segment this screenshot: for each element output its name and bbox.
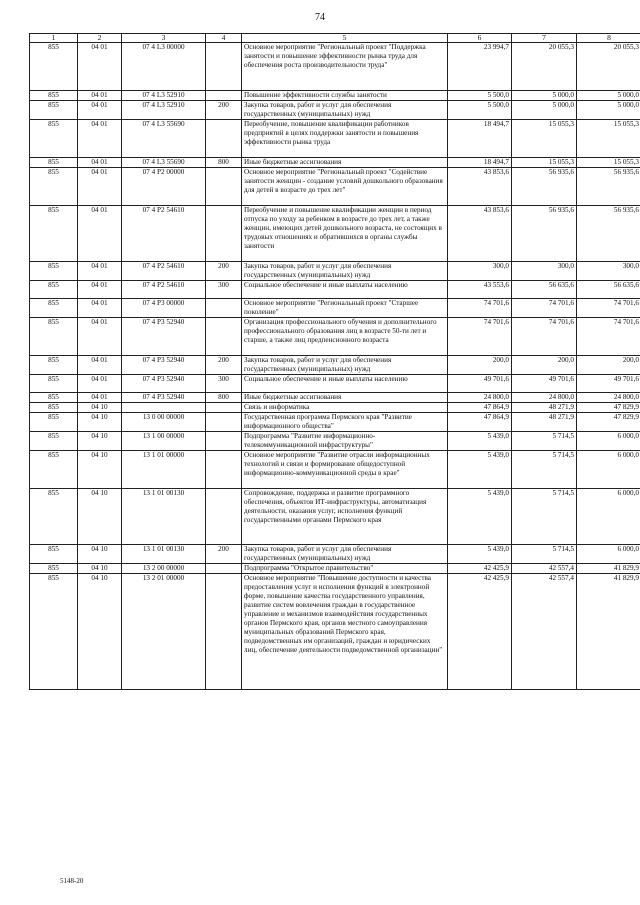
section-code-cell: 04 01: [78, 356, 122, 375]
amount-cell: 5 714,5: [512, 489, 577, 545]
target-article-cell: 07 4 L3 55690: [122, 158, 206, 168]
amount-cell: 15 055,3: [512, 120, 577, 158]
description-cell: Закупка товаров, работ и услуг для обеспечения государственных (муниципальных) нужд: [242, 101, 448, 120]
expense-type-cell: [206, 318, 242, 356]
amount-cell: 6 000,0: [577, 451, 640, 489]
expense-type-cell: [206, 574, 242, 690]
description-cell: Переобучение и повышение квалификации женщин в период отпуска по уходу за ребенком в возрасте до трех лет, а также женщин, имеющих детей дошкольного возраста, не состоящих в трудовых отношениях и обратившихся в органы службы занятости: [242, 206, 448, 262]
table-row: [30, 120, 640, 158]
amount-cell: 43 853,6: [448, 168, 512, 206]
amount-cell: 23 994,7: [448, 43, 512, 91]
target-article-cell: 13 1 01 00130: [122, 489, 206, 545]
expense-type-cell: [206, 413, 242, 432]
amount-cell: 18 494,7: [448, 158, 512, 168]
table-row: [30, 403, 640, 413]
admin-code-cell: 855: [30, 403, 78, 413]
table-row: [30, 489, 640, 545]
amount-cell: 42 557,4: [512, 564, 577, 574]
section-code-cell: 04 01: [78, 101, 122, 120]
amount-cell: 15 055,3: [577, 158, 640, 168]
amount-cell: 5 000,0: [512, 101, 577, 120]
target-article-cell: 07 4 P3 52940: [122, 356, 206, 375]
admin-code-cell: 855: [30, 574, 78, 690]
table-row: [30, 356, 640, 375]
description-cell: Связь и информатика: [242, 403, 448, 413]
target-article-cell: 07 4 L3 52910: [122, 91, 206, 101]
description-cell: Подпрограмма "Открытое правительство": [242, 564, 448, 574]
amount-cell: 15 055,3: [512, 158, 577, 168]
amount-cell: 48 271,9: [512, 403, 577, 413]
amount-cell: 47 864,9: [448, 413, 512, 432]
table-row: [30, 413, 640, 432]
expense-type-cell: [206, 403, 242, 413]
amount-cell: 200,0: [512, 356, 577, 375]
amount-cell: 5 439,0: [448, 432, 512, 451]
admin-code-cell: 855: [30, 413, 78, 432]
amount-cell: 5 439,0: [448, 489, 512, 545]
admin-code-cell: 855: [30, 451, 78, 489]
amount-cell: 18 494,7: [448, 120, 512, 158]
admin-code-cell: 855: [30, 101, 78, 120]
target-article-cell: 13 2 00 00000: [122, 564, 206, 574]
admin-code-cell: 855: [30, 489, 78, 545]
target-article-cell: 13 1 01 00000: [122, 451, 206, 489]
section-code-cell: 04 01: [78, 281, 122, 299]
amount-cell: 5 714,5: [512, 545, 577, 564]
admin-code-cell: 855: [30, 120, 78, 158]
expense-type-cell: [206, 564, 242, 574]
column-header: 3: [122, 34, 206, 43]
section-code-cell: 04 01: [78, 393, 122, 403]
section-code-cell: 04 01: [78, 206, 122, 262]
admin-code-cell: 855: [30, 158, 78, 168]
target-article-cell: 13 1 00 00000: [122, 432, 206, 451]
target-article-cell: 13 2 01 00000: [122, 574, 206, 690]
amount-cell: 6 000,0: [577, 432, 640, 451]
expense-type-cell: [206, 299, 242, 318]
table-row: [30, 393, 640, 403]
amount-cell: 74 701,6: [512, 318, 577, 356]
admin-code-cell: 855: [30, 356, 78, 375]
amount-cell: 20 055,3: [577, 43, 640, 91]
table-row: [30, 158, 640, 168]
amount-cell: 24 800,0: [448, 393, 512, 403]
target-article-cell: 07 4 L3 55690: [122, 120, 206, 158]
table-row: [30, 432, 640, 451]
target-article-cell: 13 1 01 00130: [122, 545, 206, 564]
target-article-cell: 13 0 00 00000: [122, 413, 206, 432]
section-code-cell: 04 01: [78, 318, 122, 356]
column-header: 6: [448, 34, 512, 43]
expense-type-cell: [206, 451, 242, 489]
table-row: [30, 43, 640, 91]
section-code-cell: 04 01: [78, 299, 122, 318]
amount-cell: 74 701,6: [448, 318, 512, 356]
table-row: [30, 168, 640, 206]
section-code-cell: 04 01: [78, 91, 122, 101]
amount-cell: 74 701,6: [512, 299, 577, 318]
amount-cell: 43 553,6: [448, 281, 512, 299]
column-header: 8: [577, 34, 640, 43]
amount-cell: 49 701,6: [512, 375, 577, 393]
amount-cell: 5 000,0: [577, 101, 640, 120]
section-code-cell: 04 01: [78, 375, 122, 393]
amount-cell: 49 701,6: [577, 375, 640, 393]
table-row: [30, 262, 640, 281]
admin-code-cell: 855: [30, 91, 78, 101]
column-header: 2: [78, 34, 122, 43]
admin-code-cell: 855: [30, 206, 78, 262]
admin-code-cell: 855: [30, 262, 78, 281]
table-row: [30, 281, 640, 299]
expense-type-cell: 200: [206, 101, 242, 120]
amount-cell: 41 829,9: [577, 574, 640, 690]
target-article-cell: 07 4 L3 00000: [122, 43, 206, 91]
table-row: [30, 375, 640, 393]
admin-code-cell: 855: [30, 43, 78, 91]
section-code-cell: 04 01: [78, 43, 122, 91]
section-code-cell: 04 10: [78, 451, 122, 489]
description-cell: Основное мероприятие "Региональный проект "Старшее поколение": [242, 299, 448, 318]
column-header: 1: [30, 34, 78, 43]
section-code-cell: 04 10: [78, 545, 122, 564]
budget-table: [29, 33, 640, 690]
amount-cell: 6 000,0: [577, 489, 640, 545]
description-cell: Сопровождение, поддержка и развитие программного обеспечения, объектов ИТ-инфраструктуры, автоматизация деятельности, оказания услуг, исполнения функций государственными органами Пермского края: [242, 489, 448, 545]
table-row: [30, 101, 640, 120]
description-cell: Основное мероприятие "Развитие отрасли информационных технологий и связи и формирование общедоступной информационно-коммуникационной среды в крае": [242, 451, 448, 489]
amount-cell: 48 271,9: [512, 413, 577, 432]
amount-cell: 5 000,0: [512, 91, 577, 101]
target-article-cell: 07 4 L3 52910: [122, 101, 206, 120]
section-code-cell: 04 01: [78, 158, 122, 168]
description-cell: Иные бюджетные ассигнования: [242, 393, 448, 403]
description-cell: Закупка товаров, работ и услуг для обеспечения государственных (муниципальных) нужд: [242, 262, 448, 281]
section-code-cell: 04 01: [78, 120, 122, 158]
amount-cell: 49 701,6: [448, 375, 512, 393]
expense-type-cell: [206, 168, 242, 206]
amount-cell: 43 853,6: [448, 206, 512, 262]
admin-code-cell: 855: [30, 564, 78, 574]
section-code-cell: 04 10: [78, 432, 122, 451]
target-article-cell: 07 4 P3 52940: [122, 393, 206, 403]
description-cell: Закупка товаров, работ и услуг для обеспечения государственных (муниципальных) нужд: [242, 545, 448, 564]
amount-cell: 42 425,9: [448, 564, 512, 574]
admin-code-cell: 855: [30, 545, 78, 564]
expense-type-cell: [206, 432, 242, 451]
amount-cell: 5 500,0: [448, 91, 512, 101]
table-row: [30, 574, 640, 690]
document-code: 5148-20: [60, 877, 84, 885]
table-row: [30, 318, 640, 356]
expense-type-cell: 300: [206, 281, 242, 299]
description-cell: Переобучение, повышение квалификации работников предприятий в целях поддержки занятости и повышения эффективности рынка труда: [242, 120, 448, 158]
amount-cell: 300,0: [577, 262, 640, 281]
section-code-cell: 04 10: [78, 489, 122, 545]
amount-cell: 56 935,6: [577, 168, 640, 206]
description-cell: Основное мероприятие "Повышение доступности и качества предоставления услуг и исполнения функций в электронной форме, повышение качества государственного управления, развитие систем вовлечения граждан в государственное управление и механизмов взаимодействия государственных органов Пермского края, органов местного самоуправления муниципальных образований Пермского края, подведомственных им организаций, граждан и юридических лиц, обеспечение деятельности подведомственной организации": [242, 574, 448, 690]
amount-cell: 6 000,0: [577, 545, 640, 564]
amount-cell: 200,0: [448, 356, 512, 375]
amount-cell: 20 055,3: [512, 43, 577, 91]
target-article-cell: 07 4 P3 52940: [122, 375, 206, 393]
amount-cell: 74 701,6: [448, 299, 512, 318]
table-body: [30, 34, 640, 690]
admin-code-cell: 855: [30, 375, 78, 393]
column-header: 5: [242, 34, 448, 43]
amount-cell: 56 635,6: [512, 281, 577, 299]
amount-cell: 24 800,0: [512, 393, 577, 403]
expense-type-cell: 800: [206, 393, 242, 403]
table-row: [30, 91, 640, 101]
description-cell: Основное мероприятие "Региональный проект "Содействие занятости женщин - создание условий дошкольного образования для детей в возрасте до трех лет": [242, 168, 448, 206]
expense-type-cell: [206, 206, 242, 262]
header-row: [30, 34, 640, 43]
expense-type-cell: 200: [206, 545, 242, 564]
admin-code-cell: 855: [30, 393, 78, 403]
amount-cell: 300,0: [448, 262, 512, 281]
description-cell: Подпрограмма "Развитие информационно-телекоммуникационной инфраструктуры": [242, 432, 448, 451]
target-article-cell: [122, 403, 206, 413]
expense-type-cell: 800: [206, 158, 242, 168]
section-code-cell: 04 10: [78, 403, 122, 413]
amount-cell: 5 500,0: [448, 101, 512, 120]
amount-cell: 15 055,3: [577, 120, 640, 158]
amount-cell: 42 557,4: [512, 574, 577, 690]
amount-cell: 74 701,6: [577, 318, 640, 356]
amount-cell: 47 864,9: [448, 403, 512, 413]
amount-cell: 56 935,6: [512, 168, 577, 206]
target-article-cell: 07 4 P2 54610: [122, 281, 206, 299]
table-row: [30, 451, 640, 489]
admin-code-cell: 855: [30, 281, 78, 299]
amount-cell: 56 635,6: [577, 281, 640, 299]
description-cell: Иные бюджетные ассигнования: [242, 158, 448, 168]
expense-type-cell: 300: [206, 375, 242, 393]
target-article-cell: 07 4 P2 00000: [122, 168, 206, 206]
amount-cell: 5 714,5: [512, 451, 577, 489]
description-cell: Повышение эффективности службы занятости: [242, 91, 448, 101]
target-article-cell: 07 4 P2 54610: [122, 206, 206, 262]
amount-cell: 47 829,9: [577, 403, 640, 413]
description-cell: Государственная программа Пермского края "Развитие информационного общества": [242, 413, 448, 432]
expense-type-cell: [206, 91, 242, 101]
amount-cell: 5 439,0: [448, 545, 512, 564]
expense-type-cell: [206, 43, 242, 91]
amount-cell: 24 800,0: [577, 393, 640, 403]
page-number: 74: [315, 12, 325, 23]
amount-cell: 47 829,9: [577, 413, 640, 432]
expense-type-cell: 200: [206, 356, 242, 375]
table-row: [30, 545, 640, 564]
amount-cell: 41 829,9: [577, 564, 640, 574]
table-row: [30, 564, 640, 574]
amount-cell: 5 000,0: [577, 91, 640, 101]
amount-cell: 300,0: [512, 262, 577, 281]
amount-cell: 5 439,0: [448, 451, 512, 489]
expense-type-cell: [206, 120, 242, 158]
description-cell: Основное мероприятие "Региональный проект "Поддержка занятости и повышение эффективности рынка труда для обеспечения роста производительности труда": [242, 43, 448, 91]
description-cell: Социальное обеспечение и иные выплаты населению: [242, 281, 448, 299]
table-row: [30, 206, 640, 262]
amount-cell: 42 425,9: [448, 574, 512, 690]
description-cell: Организация профессионального обучения и дополнительного профессионального образования лиц в возрасте 50-ти лет и старше, а также лиц предпенсионного возраста: [242, 318, 448, 356]
column-header: 4: [206, 34, 242, 43]
section-code-cell: 04 01: [78, 262, 122, 281]
target-article-cell: 07 4 P3 00000: [122, 299, 206, 318]
target-article-cell: 07 4 P3 52940: [122, 318, 206, 356]
section-code-cell: 04 10: [78, 564, 122, 574]
expense-type-cell: 200: [206, 262, 242, 281]
section-code-cell: 04 01: [78, 168, 122, 206]
description-cell: Социальное обеспечение и иные выплаты населению: [242, 375, 448, 393]
section-code-cell: 04 10: [78, 413, 122, 432]
description-cell: Закупка товаров, работ и услуг для обеспечения государственных (муниципальных) нужд: [242, 356, 448, 375]
amount-cell: 200,0: [577, 356, 640, 375]
admin-code-cell: 855: [30, 168, 78, 206]
section-code-cell: 04 10: [78, 574, 122, 690]
amount-cell: 74 701,6: [577, 299, 640, 318]
amount-cell: 56 935,6: [512, 206, 577, 262]
amount-cell: 5 714,5: [512, 432, 577, 451]
column-header: 7: [512, 34, 577, 43]
admin-code-cell: 855: [30, 318, 78, 356]
target-article-cell: 07 4 P2 54610: [122, 262, 206, 281]
amount-cell: 56 935,6: [577, 206, 640, 262]
expense-type-cell: [206, 489, 242, 545]
admin-code-cell: 855: [30, 299, 78, 318]
table-row: [30, 299, 640, 318]
admin-code-cell: 855: [30, 432, 78, 451]
